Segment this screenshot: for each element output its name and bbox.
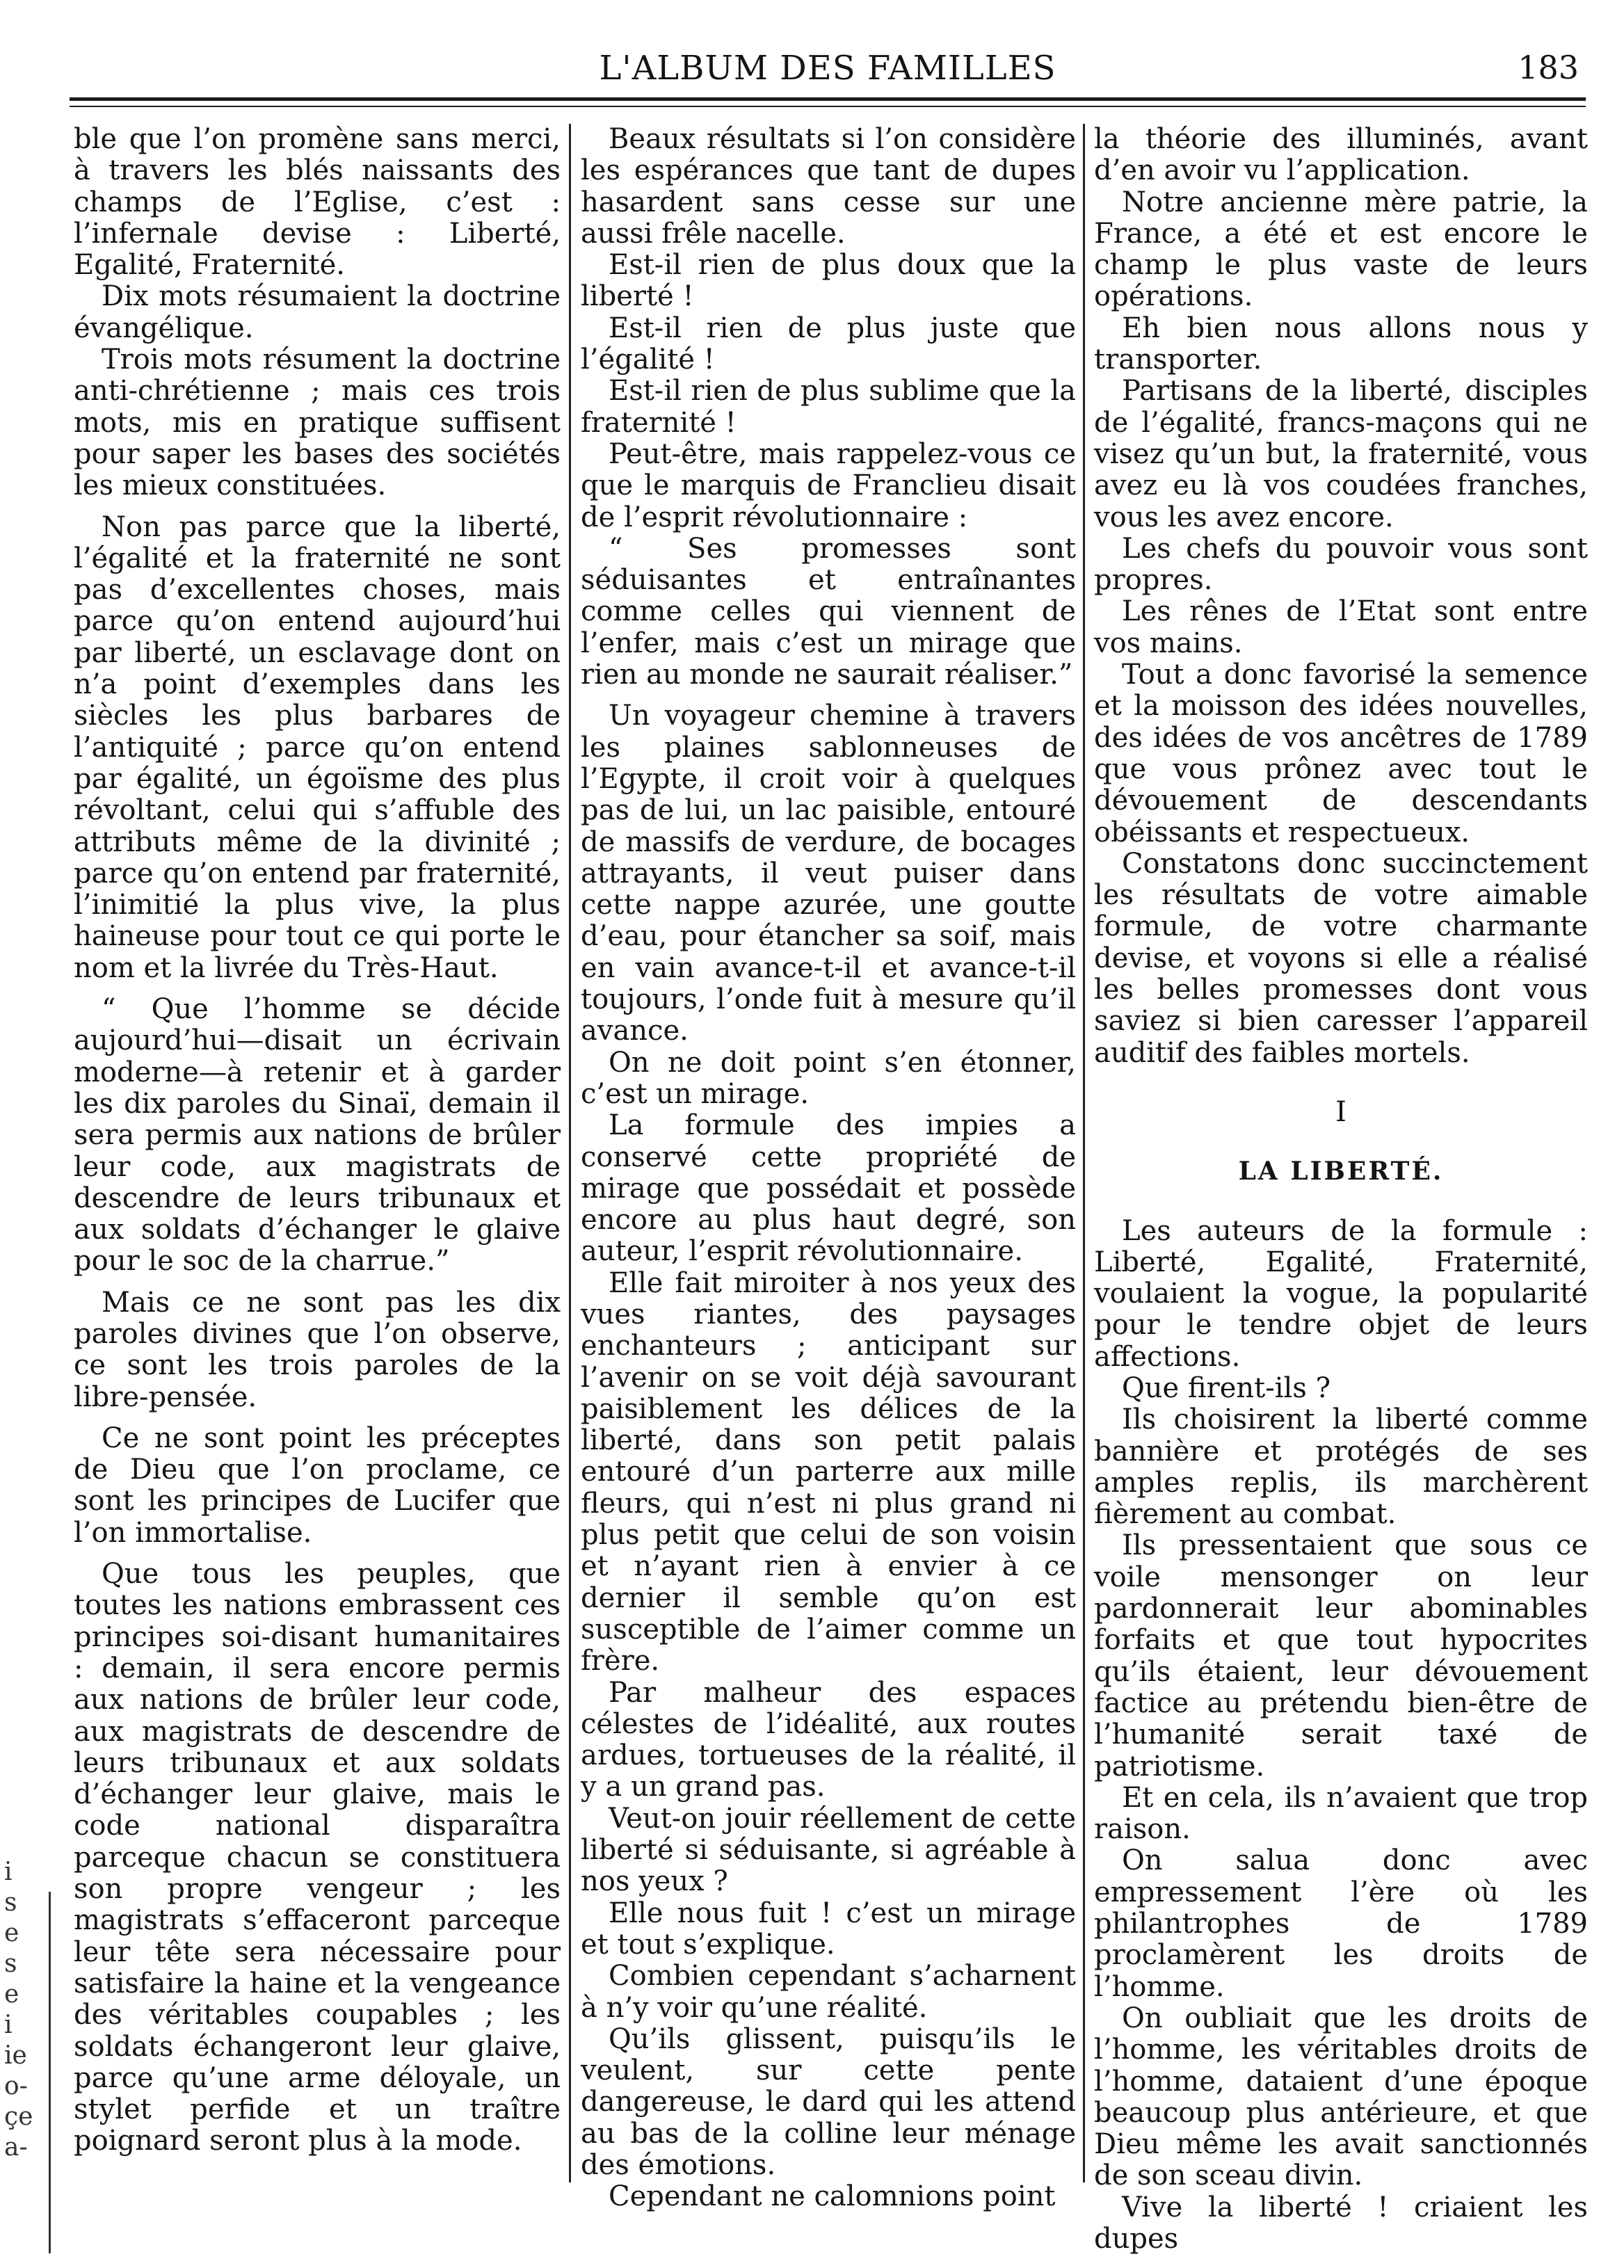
paragraph: Peut-être, mais rappelez-vous ce que le marquis de Franclieu disait de l’esprit révolutionnaire : [581,437,1076,533]
margin-fragment: o- [4,2072,28,2100]
paragraph: Et en cela, ils n’avaient que trop raison. [1094,1781,1588,1846]
header-rule-thick [70,97,1586,101]
section-number: I [1335,1095,1346,1128]
paragraph: Les rênes de l’Etat sont entre vos mains. [1094,595,1588,659]
paragraph: Ils choisirent la liberté comme bannière et protégés de ses amples replis, ils marchèrent fièrement au combat. [1094,1404,1588,1531]
text-column-1 [74,124,561,2196]
page-number: 183 [1518,49,1579,86]
paragraph: Non pas parce que la liberté, l’égalité et la fraternité ne sont pas d’excellentes choses, mais parce qu’on entend aujourd’hui par liberté, un esclavage dont on n’a point d’exemples dans les siècles les plus barbares de l’antiquité ; parce qu’on entend par égalité, un égoïsme des plus révoltant, celui qui s’affuble des attributs même de la divinité ; parce qu’on entend par fraternité, l’inimitié la plus vive, la plus haineuse pour tout ce qui porte le nom et la livrée du Très-Haut. [74,510,561,984]
column-divider [569,124,571,2182]
text-column-3 [1094,123,1588,2255]
section-heading: LA LIBERTÉ. [1238,1157,1444,1187]
paragraph: ble que l’on promène sans merci, à travers les blés naissants des champs de l’Eglise, c’est : l’infernale devise : Liberté, Egalité, Fraternité. [74,123,561,282]
paragraph: La formule des impies a conservé cette propriété de mirage que possédait et possède encore au plus haut degré, son auteur, l’esprit révolutionnaire. [581,1109,1076,1268]
margin-fragment: çe [4,2102,33,2131]
paragraph: Dix mots résumaient la doctrine évangélique. [74,280,561,344]
paragraph: Qu’ils glissent, puisqu’ils le veulent, sur cette pente dangereuse, le dard qui les attend au bas de la colline leur ménage des émotions. [581,2022,1076,2181]
margin-fragment: e [4,1919,19,1947]
paragraph: Eh bien nous allons nous y transporter. [1094,312,1588,376]
paragraph: Trois mots résument la doctrine anti-chrétienne ; mais ces trois mots, mis en pratique suffisent pour saper les bases des sociétés les mieux constituées. [74,344,561,502]
paragraph: Les chefs du pouvoir vous sont propres. [1094,532,1588,597]
margin-rule [49,1892,51,2253]
paragraph: Est-il rien de plus juste que l’égalité ! [581,312,1076,376]
paragraph: Combien cependant s’acharnent à n’y voir qu’une réalité. [581,1960,1076,2024]
section-heading-wrap [1094,1156,1588,1187]
paragraph: Les auteurs de la formule : Liberté, Egalité, Fraternité, voulaient la vogue, la popularité pour le tendre objet de leurs affections. [1094,1214,1588,1373]
paragraph: “ Que l’homme se décide aujourd’hui—disait un écrivain moderne—à retenir et à garder les dix paroles du Sinaï, demain il sera permis aux nations de brûler leur code, aux magistrats de descendre de leurs tribunaux et aux soldats d’échanger le glaive pour le soc de la charrue.” [74,993,561,1278]
paragraph: “ Ses promesses sont séduisantes et entraînantes comme celles qui viennent de l’enfer, mais c’est un mirage que rien au monde ne saurait réaliser.” [581,532,1076,691]
paragraph: Notre ancienne mère patrie, la France, a été et est encore le champ le plus vaste de leurs opérations. [1094,186,1588,313]
paragraph: Que firent-ils ? [1122,1372,1331,1404]
paragraph: Partisans de la liberté, disciples de l’égalité, francs-maçons qui ne visez qu’un but, la fraternité, vous avez eu là vos coudées franches, vous les avez encore. [1094,375,1588,533]
paragraph: Que tous les peuples, que toutes les nations embrassent ces principes soi-disant humanitaires : demain, il sera encore permis aux nations de brûler leur code, aux magistrats de descendre de leurs tribunaux et aux soldats d’échanger leur glaive, mais le code national disparaîtra parceque chacun se constituera son propre vengeur ; les magistrats s’effaceront parceque leur tête sera nécessaire pour satisfaire la haine et la vengeance des véritables coupables ; les soldats échangeront leur glaive, parce qu’une arme déloyale, un stylet perfide et un traître poignard seront plus à la mode. [74,1558,561,2157]
bleed-through-margin [4,1857,46,2163]
paragraph: Vive la liberté ! criaient les dupes [1094,2191,1588,2255]
paragraph: On ne doit point s’en étonner, c’est un mirage. [581,1046,1076,1110]
margin-fragment: ie [4,2041,27,2070]
paragraph: Par malheur des espaces célestes de l’idéalité, aux routes ardues, tortueuses de la réalité, il y a un grand pas. [581,1676,1076,1803]
paragraph: Veut-on jouir réellement de cette liberté si séduisante, si agréable à nos yeux ? [581,1802,1076,1898]
text-column-2 [581,123,1076,2213]
margin-fragment: i [4,2011,13,2039]
header-rule-thin [70,106,1586,107]
paragraph: Tout a donc favorisé la semence et la moisson des idées nouvelles, des idées de vos ancêtres de 1789 que vous prônez avec tout le dévouement de descendants obéissants et respectueux. [1094,659,1588,849]
paragraph: Constatons donc succinctement les résultats de votre aimable formule, de votre charmante devise, et voyons si elle a réalisé les belles promesses dont vous saviez si bien caresser l’appareil auditif des faibles mortels. [1094,847,1588,1069]
running-header [70,42,1586,97]
margin-fragment: i [4,1858,13,1886]
journal-title: L'ALBUM DES FAMILLES [599,49,1056,88]
margin-fragment: s [4,1949,17,1978]
paragraph: Ce ne sont point les préceptes de Dieu que l’on proclame, ce sont les principes de Lucifer que l’on immortalise. [74,1422,561,1549]
paragraph: la théorie des illuminés, avant d’en avoir vu l’application. [1094,123,1588,187]
column-divider [1083,124,1085,2182]
paragraph: Est-il rien de plus doux que la liberté ! [581,249,1076,313]
margin-fragment: a- [4,2133,28,2162]
paragraph: Un voyageur chemine à travers les plaines sablonneuses de l’Egypte, il croit voir à quelques pas de lui, un lac paisible, entouré de massifs de verdure, de bocages attrayants, il veut puiser dans cette nappe azurée, une goutte d’eau, pour étancher sa soif, mais en vain avance-t-il et avance-t-il toujours, l’onde fuit à mesure qu’il avance. [581,700,1076,1047]
paragraph: Beaux résultats si l’on considère les espérances que tant de dupes hasardent sans cesse sur une aussi frêle nacelle. [581,123,1076,250]
paragraph: Ils pressentaient que sous ce voile mensonger on leur pardonnerait leur abominables forfaits et que tout hypocrites qu’ils étaient, leur dévouement factice au prétendu bien-être de l’humanité serait taxé de patriotisme. [1094,1529,1588,1783]
paragraph: On oubliait que les droits de l’homme, les véritables droits de l’homme, dataient d’une époque beaucoup plus antérieure, et que Dieu même les avait sanctionnés de son sceau divin. [1094,2002,1588,2192]
paragraph: Elle fait miroiter à nos yeux des vues riantes, des paysages enchanteurs ; anticipant sur l’avenir on se voit déjà savourant paisiblement les délices de la liberté, dans son petit palais entouré d’un parterre aux mille fleurs, qui n’est ni plus grand ni plus petit que celui de son voisin et n’ayant rien à envier à ce dernier il semble qu’on est susceptible de l’aimer comme un frère. [581,1266,1076,1678]
paragraph: Mais ce ne sont pas les dix paroles divines que l’on observe, ce sont les trois paroles de la libre-pensée. [74,1286,561,1413]
paragraph: Cependant ne calomnions point [609,2180,1056,2213]
paragraph: Elle nous fuit ! c’est un mirage et tout s’explique. [581,1897,1076,1961]
paragraph: Est-il rien de plus sublime que la fraternité ! [581,375,1076,439]
margin-fragment: s [4,1888,17,1917]
paragraph: On salua donc avec empressement l’ère où les philantrophes de 1789 proclamèrent les droits de l’homme. [1094,1844,1588,2003]
margin-fragment: e [4,1980,19,2009]
